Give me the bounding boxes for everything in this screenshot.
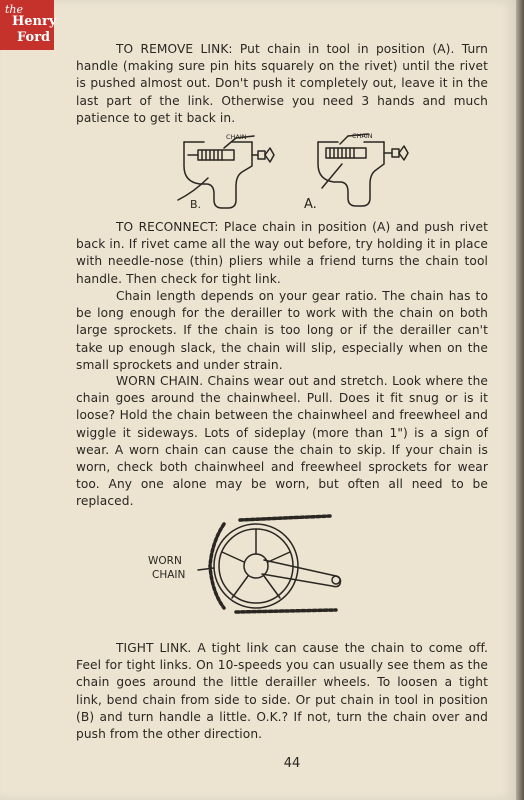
worn-chain-illustration [140,512,380,622]
reconnect-paragraph: TO RECONNECT: Place chain in position (A) and push rivet back in. If rivet came all the way out before, try holding it in place with needle-nose (thin) pliers while a friend turns the chain tool handle. Then check for tight link. [76,220,488,286]
tight-link-paragraph: TIGHT LINK. A tight link can cause the chain to come off. Feel for tight links. On 10-speeds you can usually see them as the chain goes around the little derailler wheels. To loosen a tight link, bend chain from side to side. Or put chain in tool in position (B) and turn handle a little. O.K.? If not, turn the chain over and push from the other direction. [76,641,488,742]
henry-ford-logo [0,0,57,50]
position-b-label: B. [190,198,202,211]
book-binding-edge [516,0,524,800]
chain-length-paragraph: Chain length depends on your gear ratio. The chain has to be long enough for the derailler to work with the chain on both large sprockets. If the chain is too long or if the derailler can't take up enough slack, the chain will slip, especially when on the small sprockets and under strain. [76,289,488,372]
chain-label-right: CHAIN [352,132,373,140]
logo-text-the: the [5,3,24,16]
logo-text-ford: Ford [17,30,51,45]
worn-chain-label-line1: WORN [148,555,182,567]
chain-tool-illustration [170,126,420,216]
remove-link-paragraph: TO REMOVE LINK: Put chain in tool in position (A). Turn handle (making sure pin hits squarely on the rivet) until the rivet is pushed almost out. Don't push it completely out, leave it in the last part of the link. Otherwise you need 3 hands and much patience to get it back in. [76,42,488,125]
worn-chain-paragraph: WORN CHAIN. Chains wear out and stretch. Look where the chain goes around the chainwheel. Pull. Does it fit snug or is it loose? Hold the chain between the chainwheel and freewheel and wiggle it sideways. Lots of sideplay (more than 1") is a sign of wear. A worn chain can cause the chain to skip. If your chain is worn, check both chainwheel and freewheel sprockets for wear too. Any one alone may be worn, but often all need to be replaced. [76,374,488,509]
chain-label-left: CHAIN [226,133,247,141]
position-a-label: A. [304,197,317,212]
worn-chain-label-line2: CHAIN [152,569,186,581]
page-number: 44 [283,756,301,771]
logo-text-henry: Henry [12,14,57,29]
